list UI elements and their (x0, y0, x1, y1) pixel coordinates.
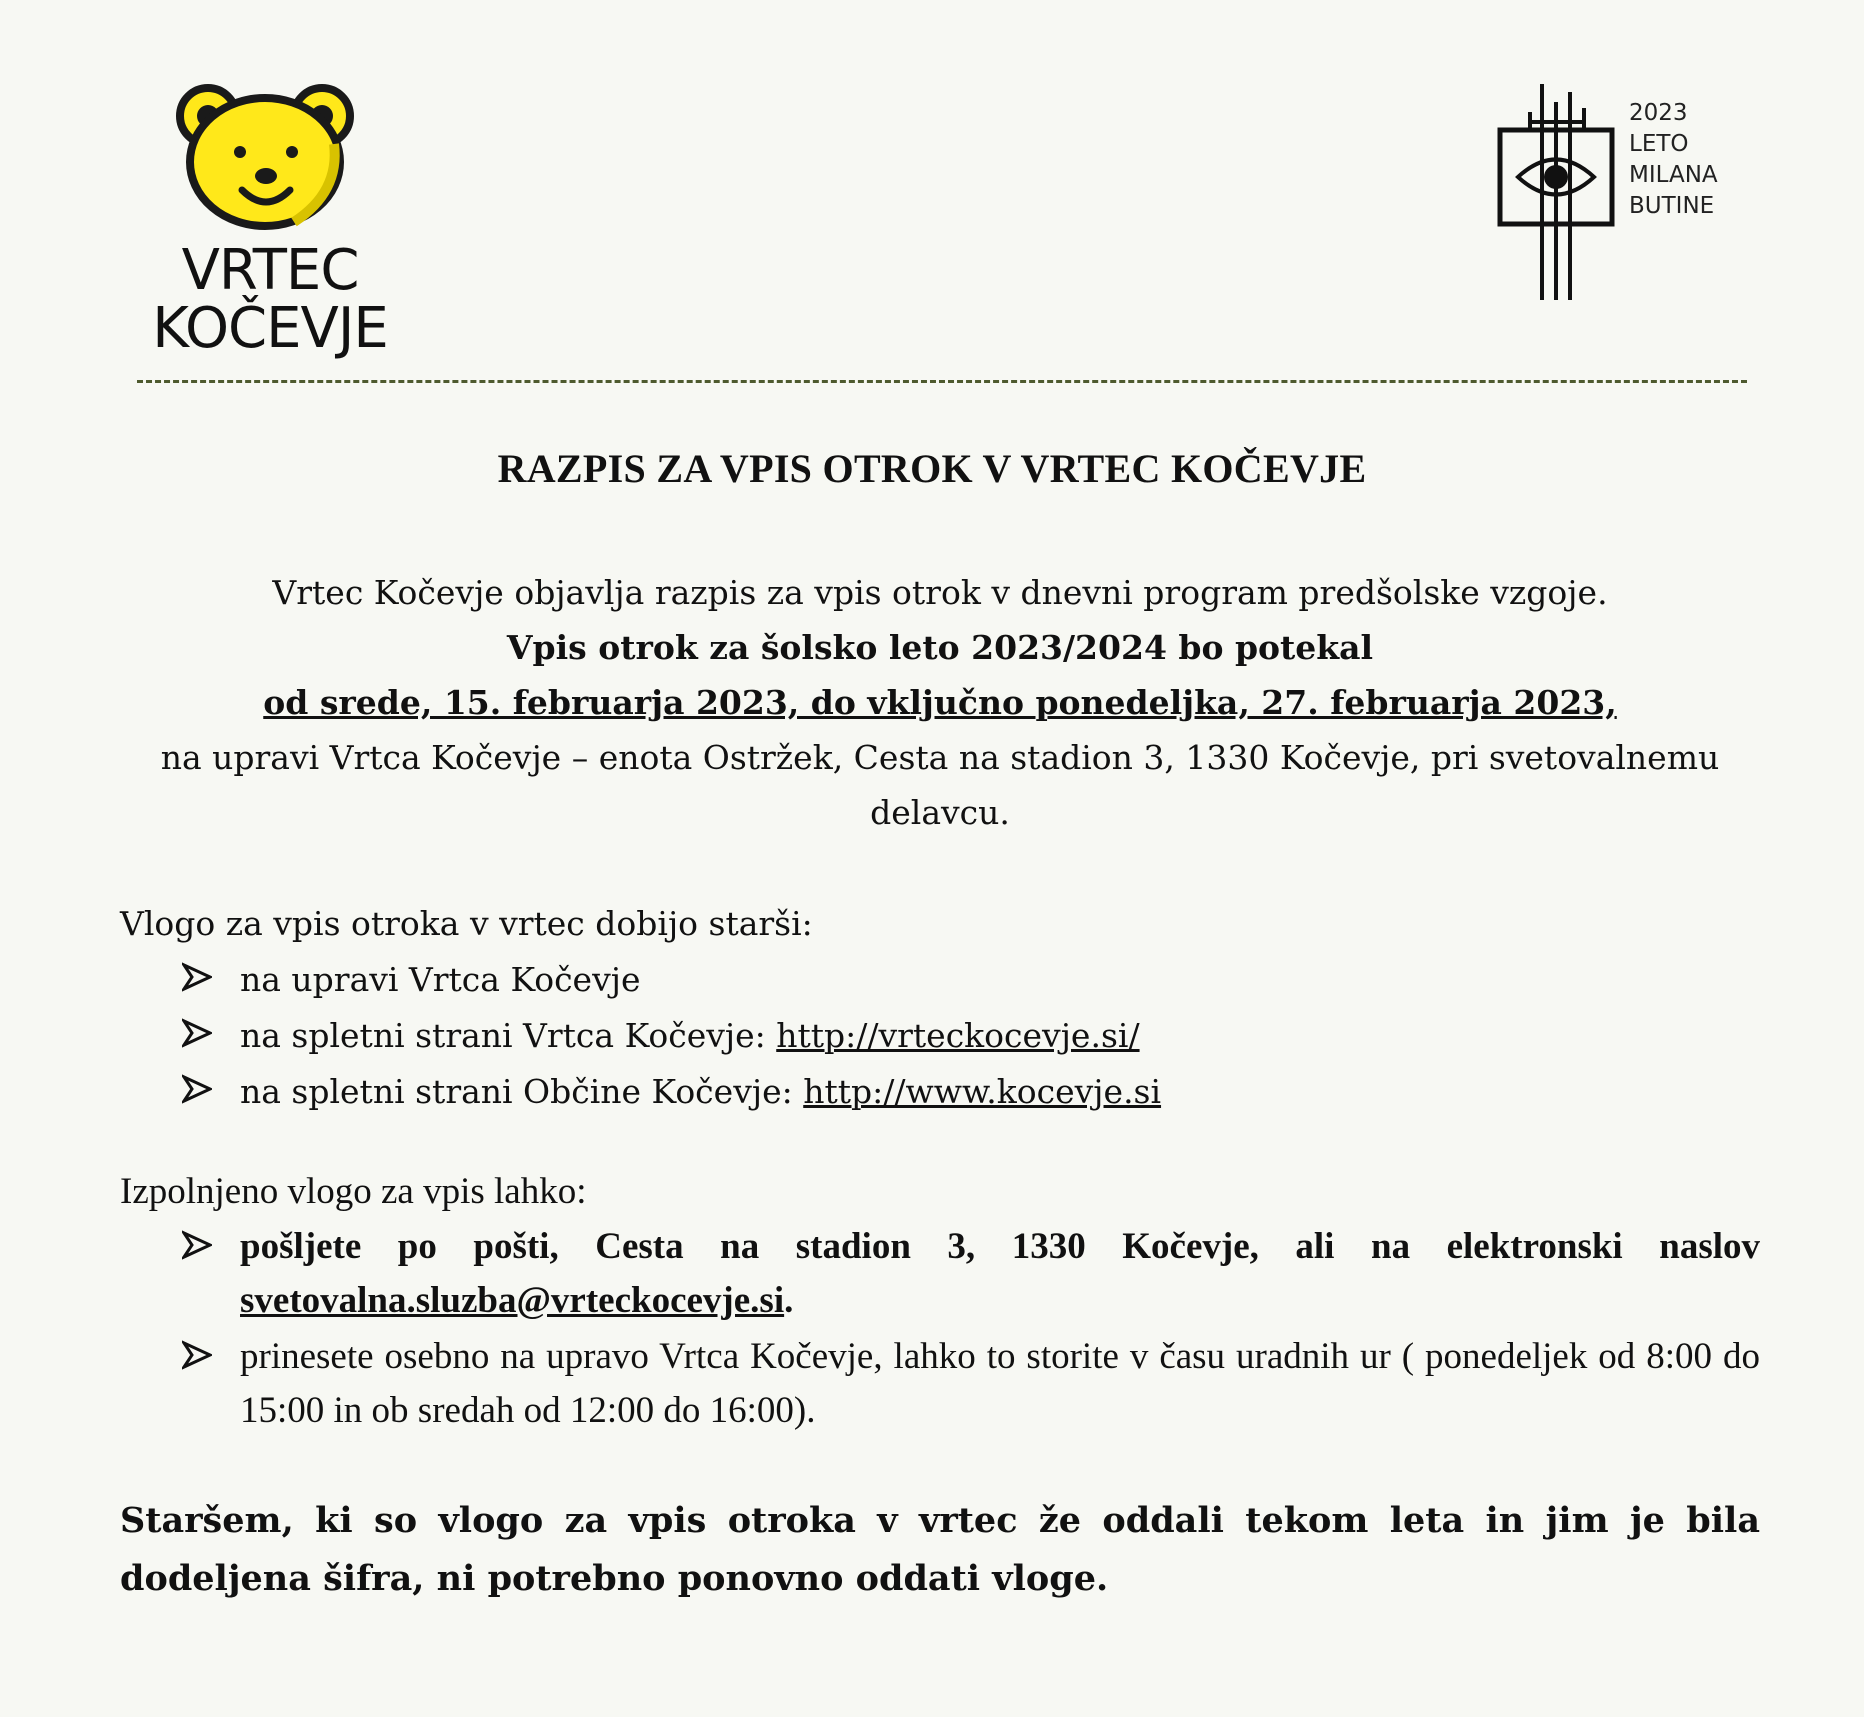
intro-block (160, 565, 1720, 840)
eye-icon (1494, 84, 1624, 304)
page-title: RAZPIS ZA VPIS OTROK V VRTEC KOČEVJE (497, 446, 1367, 491)
obtain-item-text: na spletni strani Vrtca Kočevje: (240, 1016, 777, 1055)
obtain-list (120, 952, 1760, 1120)
obtain-lead: Vlogo za vpis otroka v vrtec dobijo starši: (120, 904, 813, 943)
list-item (120, 1008, 1760, 1064)
submit-item-text: prinesete osebno na upravo Vrtca Kočevje, lahko to storite v času uradnih ur ( ponedeljek od 8:00 do 15:00 in ob sredah od 12:00 do 16:00). (240, 1336, 1760, 1431)
vrtec-kocevje-logo (150, 82, 390, 362)
arrow-bullet-icon (182, 1018, 212, 1048)
obtain-item-text: na upravi Vrtca Kočevje (240, 960, 641, 999)
leto-milana-butine-logo (1494, 84, 1754, 304)
obcina-website-link[interactable]: http://www.kocevje.si (803, 1072, 1162, 1111)
submit-item-end: . (784, 1280, 794, 1321)
intro-period-heading: Vpis otrok za šolsko leto 2023/2024 bo potekal (506, 628, 1374, 667)
logo-text-line1: VRTEC (181, 238, 359, 303)
logo-text-line2: KOČEVJE (152, 296, 388, 361)
list-item (120, 1220, 1760, 1328)
arrow-bullet-icon (182, 1074, 212, 1104)
bear-icon (174, 82, 356, 232)
intro-dates: od srede, 15. februarja 2023, do vključno ponedeljka, 27. februarja 2023, (263, 683, 1617, 722)
list-item (120, 1330, 1760, 1438)
arrow-bullet-icon (182, 1230, 212, 1260)
closing-note: Staršem, ki so vlogo za vpis otroka v vrtec že oddali tekom leta in jim je bila dodeljena šifra, ni potrebno ponovno oddati vloge. (120, 1500, 1760, 1599)
logo-line-leto: LETO (1629, 131, 1689, 157)
list-item (120, 952, 1760, 1008)
vrtec-website-link[interactable]: http://vrteckocevje.si/ (776, 1016, 1140, 1055)
obtain-item-text: na spletni strani Občine Kočevje: (240, 1072, 804, 1111)
logo-year: 2023 (1629, 100, 1688, 126)
leto-milana-butine-text (1629, 98, 1718, 222)
submit-item-text: pošljete po pošti, Cesta na stadion 3, 1330 Kočevje, ali na elektronski naslov (240, 1226, 1760, 1267)
arrow-bullet-icon (182, 962, 212, 992)
intro-line: Vrtec Kočevje objavlja razpis za vpis otrok v dnevni program predšolske vzgoje. (272, 573, 1608, 612)
obtain-section (120, 896, 1760, 1120)
submit-lead: Izpolnjeno vlogo za vpis lahko: (120, 1171, 587, 1212)
submit-list (120, 1220, 1760, 1438)
arrow-bullet-icon (182, 1340, 212, 1370)
intro-location: na upravi Vrtca Kočevje – enota Ostržek, Cesta na stadion 3, 1330 Kočevje, pri svetovalnemu delavcu. (160, 738, 1720, 832)
list-item (120, 1064, 1760, 1120)
header-divider (137, 380, 1747, 383)
logo-line-milana: MILANA (1629, 162, 1718, 188)
logo-line-butine: BUTINE (1629, 193, 1715, 219)
email-link[interactable]: svetovalna.sluzba@vrteckocevje.si (240, 1280, 785, 1321)
submit-section (120, 1164, 1760, 1440)
